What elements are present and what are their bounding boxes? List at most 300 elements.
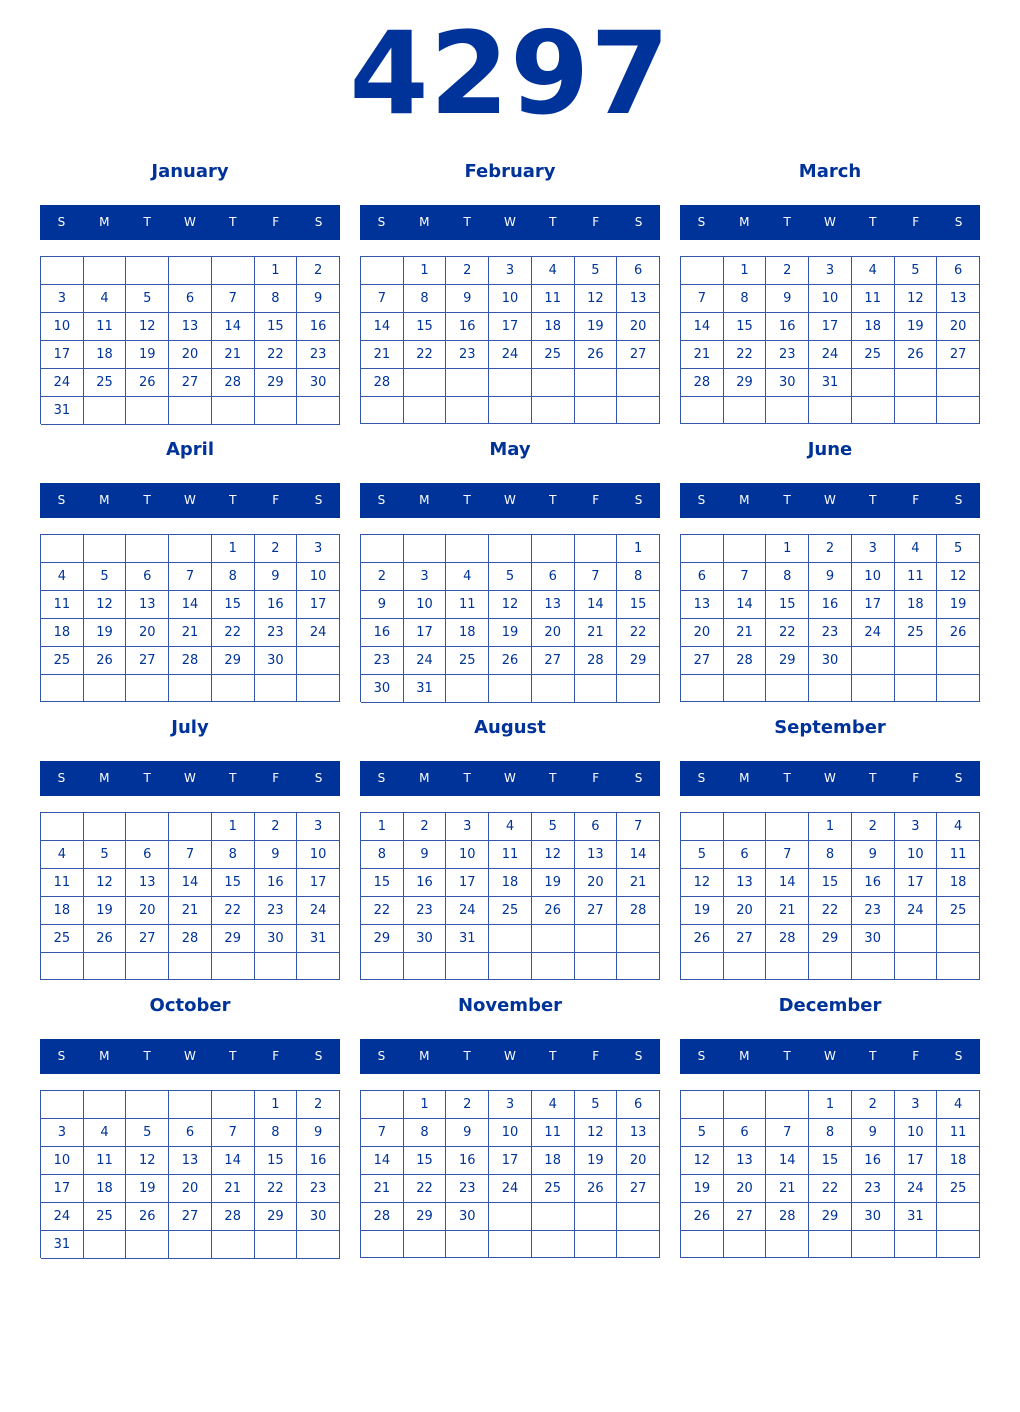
day-cell[interactable]: 7 [766, 841, 809, 869]
day-cell[interactable]: 31 [446, 925, 489, 953]
day-cell[interactable]: 26 [937, 619, 980, 647]
day-cell[interactable]: 9 [404, 841, 447, 869]
day-cell[interactable]: 26 [126, 369, 169, 397]
day-cell[interactable]: 20 [937, 313, 980, 341]
day-cell[interactable]: 12 [937, 563, 980, 591]
day-cell[interactable]: 13 [126, 591, 169, 619]
day-cell[interactable]: 31 [404, 675, 447, 703]
day-cell[interactable]: 6 [617, 1091, 660, 1119]
day-cell[interactable]: 21 [617, 869, 660, 897]
day-cell[interactable]: 1 [361, 813, 404, 841]
day-cell[interactable]: 19 [126, 1175, 169, 1203]
day-cell[interactable]: 22 [361, 897, 404, 925]
day-cell[interactable]: 17 [41, 1175, 84, 1203]
day-cell[interactable]: 12 [84, 869, 127, 897]
day-cell[interactable]: 22 [809, 1175, 852, 1203]
day-cell[interactable]: 7 [212, 285, 255, 313]
day-cell[interactable]: 11 [937, 1119, 980, 1147]
day-cell[interactable]: 28 [212, 1203, 255, 1231]
day-cell[interactable]: 2 [852, 1091, 895, 1119]
day-cell[interactable]: 16 [404, 869, 447, 897]
day-cell[interactable]: 3 [489, 1091, 532, 1119]
day-cell[interactable]: 23 [297, 341, 340, 369]
day-cell[interactable]: 18 [937, 1147, 980, 1175]
day-cell[interactable]: 3 [489, 257, 532, 285]
day-cell[interactable]: 16 [809, 591, 852, 619]
day-cell[interactable]: 29 [212, 647, 255, 675]
day-cell[interactable]: 16 [446, 313, 489, 341]
day-cell[interactable]: 1 [255, 1091, 298, 1119]
day-cell[interactable]: 5 [532, 813, 575, 841]
day-cell[interactable]: 15 [617, 591, 660, 619]
day-cell[interactable]: 31 [41, 397, 84, 425]
day-cell[interactable]: 10 [489, 285, 532, 313]
day-cell[interactable]: 30 [852, 1203, 895, 1231]
day-cell[interactable]: 28 [361, 369, 404, 397]
day-cell[interactable]: 19 [681, 897, 724, 925]
day-cell[interactable]: 7 [617, 813, 660, 841]
day-cell[interactable]: 7 [169, 563, 212, 591]
day-cell[interactable]: 18 [84, 1175, 127, 1203]
day-cell[interactable]: 1 [766, 535, 809, 563]
day-cell[interactable]: 19 [681, 1175, 724, 1203]
day-cell[interactable]: 31 [297, 925, 340, 953]
day-cell[interactable]: 1 [617, 535, 660, 563]
day-cell[interactable]: 29 [766, 647, 809, 675]
day-cell[interactable]: 12 [575, 1119, 618, 1147]
day-cell[interactable]: 24 [489, 341, 532, 369]
day-cell[interactable]: 1 [809, 1091, 852, 1119]
day-cell[interactable]: 1 [404, 1091, 447, 1119]
day-cell[interactable]: 29 [212, 925, 255, 953]
day-cell[interactable]: 28 [361, 1203, 404, 1231]
day-cell[interactable]: 12 [532, 841, 575, 869]
day-cell[interactable]: 9 [297, 1119, 340, 1147]
day-cell[interactable]: 26 [84, 925, 127, 953]
day-cell[interactable]: 15 [404, 313, 447, 341]
day-cell[interactable]: 24 [297, 897, 340, 925]
day-cell[interactable]: 21 [212, 1175, 255, 1203]
day-cell[interactable]: 25 [895, 619, 938, 647]
day-cell[interactable]: 4 [532, 1091, 575, 1119]
day-cell[interactable]: 3 [895, 813, 938, 841]
day-cell[interactable]: 26 [681, 925, 724, 953]
day-cell[interactable]: 1 [404, 257, 447, 285]
day-cell[interactable]: 18 [41, 897, 84, 925]
day-cell[interactable]: 4 [532, 257, 575, 285]
day-cell[interactable]: 5 [575, 257, 618, 285]
day-cell[interactable]: 10 [446, 841, 489, 869]
day-cell[interactable]: 28 [724, 647, 767, 675]
day-cell[interactable]: 23 [255, 619, 298, 647]
day-cell[interactable]: 5 [681, 1119, 724, 1147]
day-cell[interactable]: 7 [724, 563, 767, 591]
day-cell[interactable]: 28 [169, 647, 212, 675]
day-cell[interactable]: 30 [255, 647, 298, 675]
day-cell[interactable]: 19 [84, 619, 127, 647]
day-cell[interactable]: 5 [681, 841, 724, 869]
day-cell[interactable]: 12 [895, 285, 938, 313]
day-cell[interactable]: 5 [937, 535, 980, 563]
day-cell[interactable]: 20 [724, 897, 767, 925]
day-cell[interactable]: 6 [126, 563, 169, 591]
day-cell[interactable]: 25 [84, 369, 127, 397]
day-cell[interactable]: 27 [126, 647, 169, 675]
day-cell[interactable]: 26 [126, 1203, 169, 1231]
day-cell[interactable]: 29 [617, 647, 660, 675]
day-cell[interactable]: 16 [255, 591, 298, 619]
day-cell[interactable]: 30 [255, 925, 298, 953]
day-cell[interactable]: 11 [532, 1119, 575, 1147]
day-cell[interactable]: 9 [766, 285, 809, 313]
day-cell[interactable]: 9 [255, 563, 298, 591]
day-cell[interactable]: 6 [169, 285, 212, 313]
day-cell[interactable]: 14 [681, 313, 724, 341]
day-cell[interactable]: 29 [809, 1203, 852, 1231]
day-cell[interactable]: 8 [724, 285, 767, 313]
day-cell[interactable]: 10 [489, 1119, 532, 1147]
day-cell[interactable]: 18 [895, 591, 938, 619]
day-cell[interactable]: 23 [852, 897, 895, 925]
day-cell[interactable]: 24 [852, 619, 895, 647]
day-cell[interactable]: 5 [84, 563, 127, 591]
day-cell[interactable]: 25 [532, 341, 575, 369]
day-cell[interactable]: 1 [212, 813, 255, 841]
day-cell[interactable]: 22 [404, 1175, 447, 1203]
day-cell[interactable]: 11 [852, 285, 895, 313]
day-cell[interactable]: 1 [212, 535, 255, 563]
day-cell[interactable]: 25 [84, 1203, 127, 1231]
day-cell[interactable]: 14 [212, 313, 255, 341]
day-cell[interactable]: 21 [766, 897, 809, 925]
day-cell[interactable]: 18 [446, 619, 489, 647]
day-cell[interactable]: 9 [809, 563, 852, 591]
day-cell[interactable]: 17 [489, 313, 532, 341]
day-cell[interactable]: 4 [84, 285, 127, 313]
day-cell[interactable]: 19 [575, 1147, 618, 1175]
day-cell[interactable]: 7 [361, 285, 404, 313]
day-cell[interactable]: 23 [255, 897, 298, 925]
day-cell[interactable]: 2 [446, 1091, 489, 1119]
day-cell[interactable]: 8 [809, 1119, 852, 1147]
day-cell[interactable]: 15 [212, 591, 255, 619]
day-cell[interactable]: 28 [169, 925, 212, 953]
day-cell[interactable]: 11 [41, 591, 84, 619]
day-cell[interactable]: 22 [809, 897, 852, 925]
day-cell[interactable]: 25 [41, 925, 84, 953]
day-cell[interactable]: 25 [41, 647, 84, 675]
day-cell[interactable]: 2 [255, 813, 298, 841]
day-cell[interactable]: 15 [766, 591, 809, 619]
day-cell[interactable]: 27 [532, 647, 575, 675]
day-cell[interactable]: 21 [361, 341, 404, 369]
day-cell[interactable]: 15 [724, 313, 767, 341]
day-cell[interactable]: 14 [724, 591, 767, 619]
day-cell[interactable]: 26 [895, 341, 938, 369]
day-cell[interactable]: 6 [532, 563, 575, 591]
day-cell[interactable]: 23 [297, 1175, 340, 1203]
day-cell[interactable]: 23 [361, 647, 404, 675]
day-cell[interactable]: 22 [212, 897, 255, 925]
day-cell[interactable]: 20 [575, 869, 618, 897]
day-cell[interactable]: 3 [41, 285, 84, 313]
day-cell[interactable]: 13 [937, 285, 980, 313]
day-cell[interactable]: 12 [681, 869, 724, 897]
day-cell[interactable]: 18 [532, 313, 575, 341]
day-cell[interactable]: 20 [617, 313, 660, 341]
day-cell[interactable]: 25 [532, 1175, 575, 1203]
day-cell[interactable]: 17 [895, 869, 938, 897]
day-cell[interactable]: 9 [852, 841, 895, 869]
day-cell[interactable]: 21 [575, 619, 618, 647]
day-cell[interactable]: 24 [895, 1175, 938, 1203]
day-cell[interactable]: 20 [532, 619, 575, 647]
day-cell[interactable]: 12 [126, 1147, 169, 1175]
day-cell[interactable]: 2 [404, 813, 447, 841]
day-cell[interactable]: 30 [297, 1203, 340, 1231]
day-cell[interactable]: 29 [255, 369, 298, 397]
day-cell[interactable]: 6 [724, 841, 767, 869]
day-cell[interactable]: 3 [297, 535, 340, 563]
day-cell[interactable]: 30 [297, 369, 340, 397]
day-cell[interactable]: 22 [724, 341, 767, 369]
day-cell[interactable]: 14 [766, 1147, 809, 1175]
day-cell[interactable]: 13 [532, 591, 575, 619]
day-cell[interactable]: 25 [489, 897, 532, 925]
day-cell[interactable]: 9 [852, 1119, 895, 1147]
day-cell[interactable]: 26 [575, 1175, 618, 1203]
day-cell[interactable]: 14 [212, 1147, 255, 1175]
day-cell[interactable]: 11 [84, 313, 127, 341]
day-cell[interactable]: 2 [361, 563, 404, 591]
day-cell[interactable]: 13 [724, 869, 767, 897]
day-cell[interactable]: 13 [617, 1119, 660, 1147]
day-cell[interactable]: 9 [297, 285, 340, 313]
day-cell[interactable]: 25 [937, 1175, 980, 1203]
day-cell[interactable]: 12 [489, 591, 532, 619]
day-cell[interactable]: 23 [766, 341, 809, 369]
day-cell[interactable]: 11 [489, 841, 532, 869]
day-cell[interactable]: 2 [297, 257, 340, 285]
day-cell[interactable]: 19 [937, 591, 980, 619]
day-cell[interactable]: 6 [126, 841, 169, 869]
day-cell[interactable]: 13 [681, 591, 724, 619]
day-cell[interactable]: 10 [41, 313, 84, 341]
day-cell[interactable]: 24 [297, 619, 340, 647]
day-cell[interactable]: 3 [297, 813, 340, 841]
day-cell[interactable]: 24 [41, 369, 84, 397]
day-cell[interactable]: 17 [446, 869, 489, 897]
day-cell[interactable]: 18 [532, 1147, 575, 1175]
day-cell[interactable]: 30 [446, 1203, 489, 1231]
day-cell[interactable]: 21 [169, 897, 212, 925]
day-cell[interactable]: 11 [84, 1147, 127, 1175]
day-cell[interactable]: 20 [126, 897, 169, 925]
day-cell[interactable]: 27 [169, 369, 212, 397]
day-cell[interactable]: 15 [361, 869, 404, 897]
day-cell[interactable]: 5 [575, 1091, 618, 1119]
day-cell[interactable]: 8 [255, 285, 298, 313]
day-cell[interactable]: 17 [852, 591, 895, 619]
day-cell[interactable]: 14 [169, 869, 212, 897]
day-cell[interactable]: 17 [895, 1147, 938, 1175]
day-cell[interactable]: 10 [404, 591, 447, 619]
day-cell[interactable]: 23 [446, 1175, 489, 1203]
day-cell[interactable]: 19 [532, 869, 575, 897]
day-cell[interactable]: 9 [255, 841, 298, 869]
day-cell[interactable]: 14 [575, 591, 618, 619]
day-cell[interactable]: 15 [809, 869, 852, 897]
day-cell[interactable]: 13 [169, 1147, 212, 1175]
day-cell[interactable]: 22 [766, 619, 809, 647]
day-cell[interactable]: 16 [766, 313, 809, 341]
day-cell[interactable]: 15 [212, 869, 255, 897]
day-cell[interactable]: 27 [617, 1175, 660, 1203]
day-cell[interactable]: 24 [895, 897, 938, 925]
day-cell[interactable]: 29 [361, 925, 404, 953]
day-cell[interactable]: 7 [361, 1119, 404, 1147]
day-cell[interactable]: 8 [404, 285, 447, 313]
day-cell[interactable]: 15 [255, 1147, 298, 1175]
day-cell[interactable]: 19 [126, 341, 169, 369]
day-cell[interactable]: 13 [724, 1147, 767, 1175]
day-cell[interactable]: 5 [895, 257, 938, 285]
day-cell[interactable]: 28 [681, 369, 724, 397]
day-cell[interactable]: 18 [852, 313, 895, 341]
day-cell[interactable]: 8 [617, 563, 660, 591]
day-cell[interactable]: 24 [446, 897, 489, 925]
day-cell[interactable]: 27 [724, 1203, 767, 1231]
day-cell[interactable]: 17 [297, 591, 340, 619]
day-cell[interactable]: 29 [404, 1203, 447, 1231]
day-cell[interactable]: 17 [41, 341, 84, 369]
day-cell[interactable]: 30 [809, 647, 852, 675]
day-cell[interactable]: 16 [852, 869, 895, 897]
day-cell[interactable]: 6 [617, 257, 660, 285]
day-cell[interactable]: 23 [852, 1175, 895, 1203]
day-cell[interactable]: 3 [404, 563, 447, 591]
day-cell[interactable]: 13 [617, 285, 660, 313]
day-cell[interactable]: 17 [404, 619, 447, 647]
day-cell[interactable]: 28 [575, 647, 618, 675]
day-cell[interactable]: 10 [297, 841, 340, 869]
day-cell[interactable]: 20 [126, 619, 169, 647]
day-cell[interactable]: 2 [852, 813, 895, 841]
day-cell[interactable]: 30 [766, 369, 809, 397]
day-cell[interactable]: 6 [937, 257, 980, 285]
day-cell[interactable]: 21 [766, 1175, 809, 1203]
day-cell[interactable]: 3 [809, 257, 852, 285]
day-cell[interactable]: 11 [446, 591, 489, 619]
day-cell[interactable]: 3 [895, 1091, 938, 1119]
day-cell[interactable]: 17 [297, 869, 340, 897]
day-cell[interactable]: 28 [766, 925, 809, 953]
day-cell[interactable]: 21 [212, 341, 255, 369]
day-cell[interactable]: 12 [126, 313, 169, 341]
day-cell[interactable]: 6 [575, 813, 618, 841]
day-cell[interactable]: 13 [169, 313, 212, 341]
day-cell[interactable]: 10 [895, 1119, 938, 1147]
day-cell[interactable]: 10 [41, 1147, 84, 1175]
day-cell[interactable]: 16 [297, 313, 340, 341]
day-cell[interactable]: 15 [809, 1147, 852, 1175]
day-cell[interactable]: 20 [169, 341, 212, 369]
day-cell[interactable]: 19 [895, 313, 938, 341]
day-cell[interactable]: 21 [724, 619, 767, 647]
day-cell[interactable]: 27 [937, 341, 980, 369]
day-cell[interactable]: 29 [255, 1203, 298, 1231]
day-cell[interactable]: 9 [361, 591, 404, 619]
day-cell[interactable]: 4 [41, 563, 84, 591]
day-cell[interactable]: 24 [809, 341, 852, 369]
day-cell[interactable]: 26 [681, 1203, 724, 1231]
day-cell[interactable]: 29 [809, 925, 852, 953]
day-cell[interactable]: 27 [724, 925, 767, 953]
day-cell[interactable]: 7 [766, 1119, 809, 1147]
day-cell[interactable]: 14 [361, 313, 404, 341]
day-cell[interactable]: 12 [575, 285, 618, 313]
day-cell[interactable]: 18 [937, 869, 980, 897]
day-cell[interactable]: 8 [361, 841, 404, 869]
day-cell[interactable]: 30 [852, 925, 895, 953]
day-cell[interactable]: 2 [446, 257, 489, 285]
day-cell[interactable]: 16 [361, 619, 404, 647]
day-cell[interactable]: 16 [446, 1147, 489, 1175]
day-cell[interactable]: 22 [255, 341, 298, 369]
day-cell[interactable]: 10 [297, 563, 340, 591]
day-cell[interactable]: 2 [809, 535, 852, 563]
day-cell[interactable]: 12 [84, 591, 127, 619]
day-cell[interactable]: 8 [404, 1119, 447, 1147]
day-cell[interactable]: 14 [169, 591, 212, 619]
day-cell[interactable]: 5 [489, 563, 532, 591]
day-cell[interactable]: 25 [937, 897, 980, 925]
day-cell[interactable]: 22 [212, 619, 255, 647]
day-cell[interactable]: 4 [937, 813, 980, 841]
day-cell[interactable]: 28 [212, 369, 255, 397]
day-cell[interactable]: 8 [212, 563, 255, 591]
day-cell[interactable]: 20 [617, 1147, 660, 1175]
day-cell[interactable]: 31 [41, 1231, 84, 1259]
day-cell[interactable]: 17 [809, 313, 852, 341]
day-cell[interactable]: 20 [681, 619, 724, 647]
day-cell[interactable]: 19 [84, 897, 127, 925]
day-cell[interactable]: 18 [41, 619, 84, 647]
day-cell[interactable]: 16 [297, 1147, 340, 1175]
day-cell[interactable]: 7 [681, 285, 724, 313]
day-cell[interactable]: 17 [489, 1147, 532, 1175]
day-cell[interactable]: 25 [446, 647, 489, 675]
day-cell[interactable]: 22 [617, 619, 660, 647]
day-cell[interactable]: 21 [361, 1175, 404, 1203]
day-cell[interactable]: 20 [169, 1175, 212, 1203]
day-cell[interactable]: 10 [809, 285, 852, 313]
day-cell[interactable]: 8 [255, 1119, 298, 1147]
day-cell[interactable]: 13 [575, 841, 618, 869]
day-cell[interactable]: 29 [724, 369, 767, 397]
day-cell[interactable]: 26 [489, 647, 532, 675]
day-cell[interactable]: 1 [809, 813, 852, 841]
day-cell[interactable]: 8 [766, 563, 809, 591]
day-cell[interactable]: 4 [937, 1091, 980, 1119]
day-cell[interactable]: 4 [852, 257, 895, 285]
day-cell[interactable]: 10 [895, 841, 938, 869]
day-cell[interactable]: 11 [937, 841, 980, 869]
day-cell[interactable]: 16 [255, 869, 298, 897]
day-cell[interactable]: 27 [169, 1203, 212, 1231]
day-cell[interactable]: 21 [169, 619, 212, 647]
day-cell[interactable]: 26 [84, 647, 127, 675]
